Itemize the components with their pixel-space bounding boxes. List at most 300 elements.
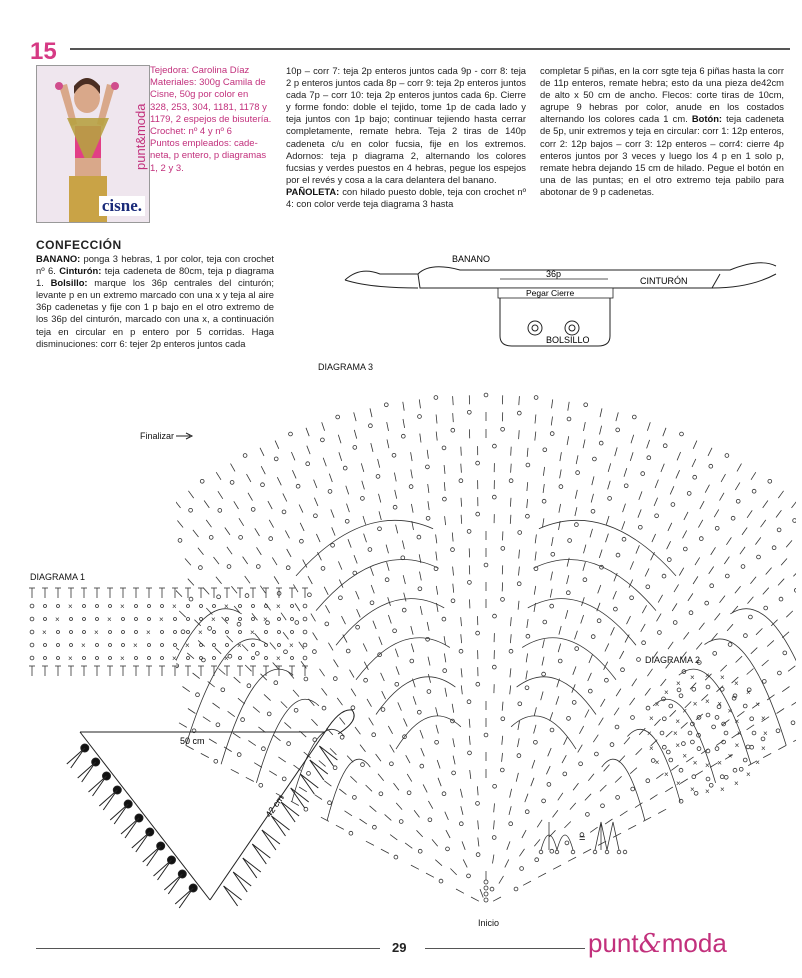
chain-stitch — [697, 716, 701, 720]
dc-stitch — [371, 585, 374, 593]
chain-stitch — [30, 643, 34, 647]
chain-stitch — [418, 415, 422, 419]
dc-stitch — [354, 430, 356, 439]
dc-stitch — [590, 529, 593, 538]
sc-stitch: × — [734, 678, 739, 688]
dc-stitch — [625, 635, 629, 643]
chain-stitch — [517, 754, 521, 758]
dc-stitch — [456, 889, 464, 893]
chain-stitch — [269, 537, 273, 541]
diagram2-title: DIAGRAMA 2 — [645, 655, 701, 665]
dc-stitch — [600, 426, 602, 435]
panoleta-loop — [325, 710, 354, 734]
dc-stitch — [453, 756, 455, 765]
dc-stitch — [247, 474, 251, 482]
dc-stitch — [519, 550, 520, 559]
chain-stitch — [663, 444, 667, 448]
dc-stitch — [575, 631, 578, 640]
chain-stitch — [407, 791, 411, 795]
chain-stitch — [490, 887, 494, 891]
fringe — [291, 788, 305, 808]
dc-stitch — [584, 545, 586, 554]
dc-stitch — [329, 474, 332, 482]
chain-stitch — [174, 618, 177, 621]
dc-stitch — [550, 712, 553, 721]
chain-stitch — [476, 512, 480, 516]
brand-left: punt — [588, 928, 639, 958]
dc-stitch — [576, 455, 578, 464]
dc-stitch — [510, 789, 512, 798]
chain-stitch — [492, 495, 496, 499]
sc-stitch: × — [107, 615, 112, 624]
start-chain — [484, 886, 488, 890]
chain-stitch — [642, 641, 646, 645]
chain-stitch — [339, 596, 343, 600]
pineapple-arc — [316, 560, 439, 611]
chain-stitch — [616, 796, 620, 800]
dc-stitch — [346, 486, 349, 495]
fringe — [281, 802, 295, 822]
chain-stitch — [83, 618, 86, 621]
dc-stitch — [693, 441, 697, 449]
dc-stitch — [411, 504, 413, 513]
fringe — [262, 830, 276, 850]
chain-stitch — [715, 526, 719, 530]
dc-stitch — [599, 550, 602, 559]
dc-stitch — [776, 510, 781, 517]
pineapple-arc — [396, 716, 461, 749]
dc-stitch — [445, 688, 447, 697]
chain-stitch — [526, 463, 530, 467]
dc-stitch — [696, 643, 702, 650]
chain-stitch — [291, 631, 294, 634]
chain-stitch — [148, 657, 151, 660]
chain-stitch — [300, 539, 304, 543]
sc-stitch: × — [717, 699, 722, 709]
dc-stitch — [630, 561, 634, 569]
chain-stitch — [768, 479, 772, 483]
dc-stitch — [379, 637, 382, 645]
dc-stitch — [624, 468, 627, 477]
dc-stitch — [354, 555, 357, 563]
chain-stitch — [178, 539, 182, 543]
chain-stitch — [226, 644, 229, 647]
brand-amp: & — [638, 929, 662, 959]
chain-stitch — [671, 503, 675, 507]
sc-stitch: × — [705, 787, 710, 796]
chain-stitch — [278, 644, 281, 647]
chain-stitch — [428, 818, 432, 822]
dc-stitch — [413, 696, 416, 705]
dc-stitch — [556, 696, 559, 705]
dc-stitch — [411, 469, 413, 478]
chain-stitch — [442, 792, 446, 796]
dc-stitch — [655, 480, 658, 488]
dc-stitch — [583, 439, 585, 448]
dc-stitch — [518, 601, 519, 610]
chain-stitch — [550, 432, 554, 436]
chain-stitch — [597, 619, 601, 623]
dc-stitch — [493, 897, 501, 901]
chain-stitch — [593, 457, 597, 461]
dc-stitch — [756, 628, 762, 634]
chain-stitch — [417, 710, 421, 714]
chain-stitch — [517, 582, 521, 586]
chain-stitch — [96, 618, 99, 621]
fringe — [272, 816, 286, 836]
credits — [150, 65, 280, 175]
dc-stitch — [255, 528, 260, 536]
dc-stitch — [672, 603, 677, 611]
chain-stitch — [484, 563, 488, 567]
dc-stitch — [470, 770, 471, 779]
chain-stitch — [286, 566, 290, 570]
chain-stitch — [777, 528, 781, 532]
dc-stitch — [585, 710, 589, 718]
chain-stitch — [451, 548, 455, 552]
dc-stitch — [573, 666, 576, 674]
dc-stitch — [511, 447, 512, 456]
chain-stitch — [715, 716, 719, 720]
dc-stitch — [206, 520, 211, 527]
credit-line: 328, 253, 304, 1181, 1178 y — [150, 101, 267, 113]
dc-stitch — [565, 610, 567, 619]
dc-stitch — [559, 504, 561, 513]
dc-stitch — [339, 452, 342, 461]
dc-stitch — [523, 881, 531, 885]
dc-stitch — [582, 597, 585, 606]
dc-stitch — [601, 699, 606, 707]
dc-stitch — [522, 830, 526, 838]
dc-stitch — [698, 520, 702, 528]
dc-stitch — [342, 616, 346, 624]
dc-stitch — [543, 518, 544, 527]
dc-stitch — [543, 484, 544, 493]
dc-stitch — [371, 443, 373, 452]
dc-stitch — [436, 415, 437, 424]
chain-stitch — [500, 768, 504, 772]
chain-stitch — [343, 466, 347, 470]
dc-stitch — [239, 518, 244, 526]
chain-stitch — [772, 546, 776, 550]
chain-stitch — [615, 725, 619, 729]
dc-stitch — [198, 548, 204, 555]
dc-stitch — [420, 606, 422, 615]
dc-stitch — [390, 835, 397, 840]
sc-stitch: × — [664, 688, 669, 697]
chain-stitch — [517, 411, 521, 415]
dc-stitch — [600, 785, 606, 791]
chain-stitch — [135, 631, 138, 634]
dc-stitch — [450, 869, 456, 875]
chain-stitch — [83, 657, 86, 660]
sc-stitch: × — [692, 758, 698, 768]
chain-stitch — [542, 499, 546, 503]
dc-stitch — [641, 624, 646, 632]
chain-stitch — [303, 643, 307, 647]
chain-stitch — [402, 608, 406, 612]
chain-stitch — [303, 656, 307, 660]
chain-stitch — [720, 687, 724, 691]
chain-stitch — [468, 751, 472, 755]
dc-stitch — [614, 708, 619, 716]
dc-stitch — [519, 396, 520, 405]
dc-stitch — [527, 482, 528, 491]
chain-stitch — [484, 733, 488, 737]
dc-stitch — [314, 480, 317, 488]
panoleta-width-label: 50 cm — [180, 736, 205, 746]
chain-stitch — [399, 820, 403, 824]
dc-stitch — [638, 509, 641, 517]
chain-stitch — [200, 618, 203, 621]
chain-stitch — [616, 428, 620, 432]
dc-stitch — [245, 576, 250, 583]
dc-stitch — [462, 841, 465, 849]
diagram3-title: DIAGRAMA 3 — [318, 362, 374, 372]
sc-stitch: × — [675, 716, 681, 726]
chain-stitch — [30, 617, 34, 621]
sc-stitch: × — [761, 714, 766, 723]
sc-stitch: × — [55, 615, 60, 624]
chain-stitch — [187, 657, 190, 660]
chain-stitch — [632, 415, 636, 419]
dc-stitch — [428, 801, 432, 809]
chain-stitch — [265, 644, 268, 647]
chain-stitch — [96, 657, 99, 660]
chain-stitch — [226, 631, 229, 634]
dc-stitch — [398, 702, 402, 710]
dc-stitch — [261, 466, 265, 474]
dc-stitch — [627, 616, 631, 624]
dc-stitch — [567, 575, 569, 584]
dc-stitch — [535, 552, 536, 561]
chain-stitch — [526, 634, 530, 638]
chain-stitch — [525, 686, 529, 690]
panoleta-schematic — [40, 700, 380, 920]
chain-stitch — [514, 887, 518, 891]
chain-stitch — [353, 446, 357, 450]
chain-stitch — [243, 454, 247, 458]
dc-stitch — [615, 776, 622, 782]
fringe — [243, 858, 257, 878]
dc-stitch — [588, 673, 592, 681]
chain-stitch — [451, 599, 455, 603]
dc-stitch — [793, 737, 796, 741]
chain-stitch — [187, 605, 190, 608]
chain-stitch — [599, 441, 603, 445]
dc-stitch — [323, 458, 326, 467]
dc-stitch — [793, 570, 796, 577]
chain-stitch — [161, 605, 164, 608]
credit-line: Materiales: 300g Camila de — [150, 77, 266, 89]
dc-stitch — [639, 491, 642, 500]
dc-stitch — [390, 745, 395, 753]
dc-stitch — [551, 572, 553, 581]
dc-stitch — [535, 415, 536, 424]
diagram2-chart — [630, 665, 790, 805]
sc-stitch: × — [717, 758, 722, 768]
fringe — [224, 886, 242, 900]
sc-stitch: × — [237, 641, 242, 650]
dc-stitch — [692, 459, 696, 467]
page-number: 29 — [392, 940, 407, 955]
chain-stitch — [706, 685, 710, 689]
dc-stitch — [553, 865, 561, 869]
sc-stitch: × — [705, 697, 710, 706]
dc-stitch — [747, 510, 752, 517]
chain-stitch — [227, 565, 231, 569]
fringe — [233, 872, 247, 892]
chain-stitch — [44, 657, 47, 660]
chain-stitch — [725, 454, 729, 458]
chain-stitch — [526, 514, 530, 518]
chain-stitch — [493, 444, 497, 448]
chain-stitch — [306, 462, 310, 466]
dc-stitch — [314, 498, 318, 506]
chain-stitch — [384, 403, 388, 407]
dc-stitch — [204, 501, 209, 508]
dc-stitch — [531, 778, 534, 786]
pineapple-arc — [539, 520, 676, 576]
chain-stitch — [467, 700, 471, 704]
dc-stitch — [214, 557, 220, 564]
chain-stitch — [239, 657, 242, 660]
dc-stitch — [510, 498, 511, 507]
dc-stitch — [411, 644, 414, 653]
dc-stitch — [362, 481, 365, 490]
chain-stitch — [566, 591, 570, 595]
dc-stitch — [542, 657, 544, 666]
dc-stitch — [736, 656, 743, 662]
dc-stitch — [402, 541, 404, 550]
chain-stitch — [439, 879, 443, 883]
dc-stitch — [502, 753, 503, 762]
dc-stitch — [428, 657, 430, 666]
banano-label: BANANO — [452, 254, 491, 264]
dc-stitch — [630, 452, 633, 461]
dc-stitch — [382, 691, 386, 699]
dc-stitch — [658, 809, 666, 813]
dc-stitch — [510, 634, 511, 643]
dc-stitch — [453, 396, 454, 405]
dc-stitch — [322, 688, 328, 695]
dc-stitch — [328, 643, 333, 651]
dc-stitch — [268, 501, 272, 509]
chain-stitch — [213, 605, 216, 608]
chain-stitch — [692, 775, 696, 779]
dc-stitch — [581, 615, 584, 624]
sc-stitch: × — [734, 779, 739, 789]
chain-stitch — [409, 485, 413, 489]
dc-stitch — [477, 786, 478, 795]
dc-stitch — [600, 408, 602, 417]
dc-stitch — [411, 452, 413, 461]
chain-stitch — [688, 731, 692, 735]
dc-stitch — [511, 617, 512, 626]
chain-stitch — [733, 768, 737, 772]
dc-stitch — [445, 812, 449, 820]
fringe — [224, 886, 238, 906]
chain-stitch — [692, 687, 696, 691]
dc-stitch — [684, 632, 689, 639]
dc-stitch — [695, 557, 700, 565]
chain-stitch — [616, 553, 620, 557]
dc-stitch — [751, 648, 758, 654]
credit-line: Cisne, 50g por color en — [150, 89, 249, 101]
dc-stitch — [616, 689, 621, 697]
dc-stitch — [444, 636, 445, 645]
banano-width-label: 36p — [546, 269, 562, 279]
dc-stitch — [573, 783, 578, 790]
dc-stitch — [519, 849, 524, 856]
chain-stitch — [199, 566, 203, 570]
chain-stitch — [709, 464, 713, 468]
chain-stitch — [641, 472, 645, 476]
chain-stitch — [218, 509, 222, 513]
chain-stitch — [410, 659, 414, 663]
chain-stitch — [575, 647, 579, 651]
dc-stitch — [611, 627, 615, 635]
dc-stitch — [396, 803, 402, 810]
chain-stitch — [418, 587, 422, 591]
chain-stitch — [749, 615, 753, 619]
dc-stitch — [532, 760, 535, 769]
dc-stitch — [494, 803, 495, 812]
chain-stitch — [148, 644, 151, 647]
dc-stitch — [478, 820, 479, 829]
dc-stitch — [293, 690, 299, 697]
dc-stitch — [287, 549, 291, 557]
dc-stitch — [588, 774, 594, 781]
sc-stitch: × — [185, 641, 190, 650]
dc-stitch — [461, 464, 462, 473]
chain-stitch — [680, 432, 684, 436]
dc-stitch — [332, 527, 335, 535]
chain-stitch — [296, 484, 300, 488]
chain-stitch — [392, 453, 396, 457]
chain-stitch — [426, 516, 430, 520]
chain-stitch — [736, 499, 740, 503]
sc-stitch: × — [250, 628, 255, 637]
chain-stitch — [744, 634, 748, 638]
dc-stitch — [407, 774, 412, 782]
dc-stitch — [599, 718, 604, 726]
photo-side-brand: punt&moda — [133, 103, 148, 170]
sc-stitch: × — [172, 602, 177, 611]
chain-stitch — [393, 505, 397, 509]
instructions-col-1: BANANO: ponga 3 hebras, 1 por color, teja con crochet nº 6. Cinturón: teja cadeneta de 80cm, teja p diagrama 1. Bolsillo: marque los 36p centrales del cinturón; levante p en un extremo marcado con una x y teja al aire 36p cadenetas y fije con 1 p bajo en el otro extremo de los 36p del cinturón, marcado con una x, a continuación teja en circular en p entero por 5 corridas. Haga disminuciones: corr 6: tejer 2p enteros juntos cada — [36, 253, 274, 349]
chain-stitch — [484, 393, 488, 397]
dc-stitch — [792, 700, 797, 705]
chain-stitch — [427, 690, 431, 694]
cisne-logo: cisne. — [99, 196, 145, 216]
dc-stitch — [387, 439, 389, 448]
credit-line: Crochet: nº 4 y nº 6 — [150, 126, 232, 138]
dc-stitch — [272, 557, 277, 565]
chain-stitch — [621, 668, 625, 672]
chain-stitch — [452, 771, 456, 775]
chain-stitch — [669, 758, 673, 762]
chain-stitch — [693, 475, 697, 479]
dc-stitch — [307, 446, 310, 454]
sc-stitch: × — [120, 654, 125, 663]
dc-stitch — [420, 730, 423, 739]
dc-stitch — [518, 721, 520, 730]
dc-stitch — [291, 452, 295, 460]
sc-stitch: × — [727, 706, 733, 716]
dc-stitch — [338, 561, 342, 569]
chain-stitch — [501, 547, 505, 551]
